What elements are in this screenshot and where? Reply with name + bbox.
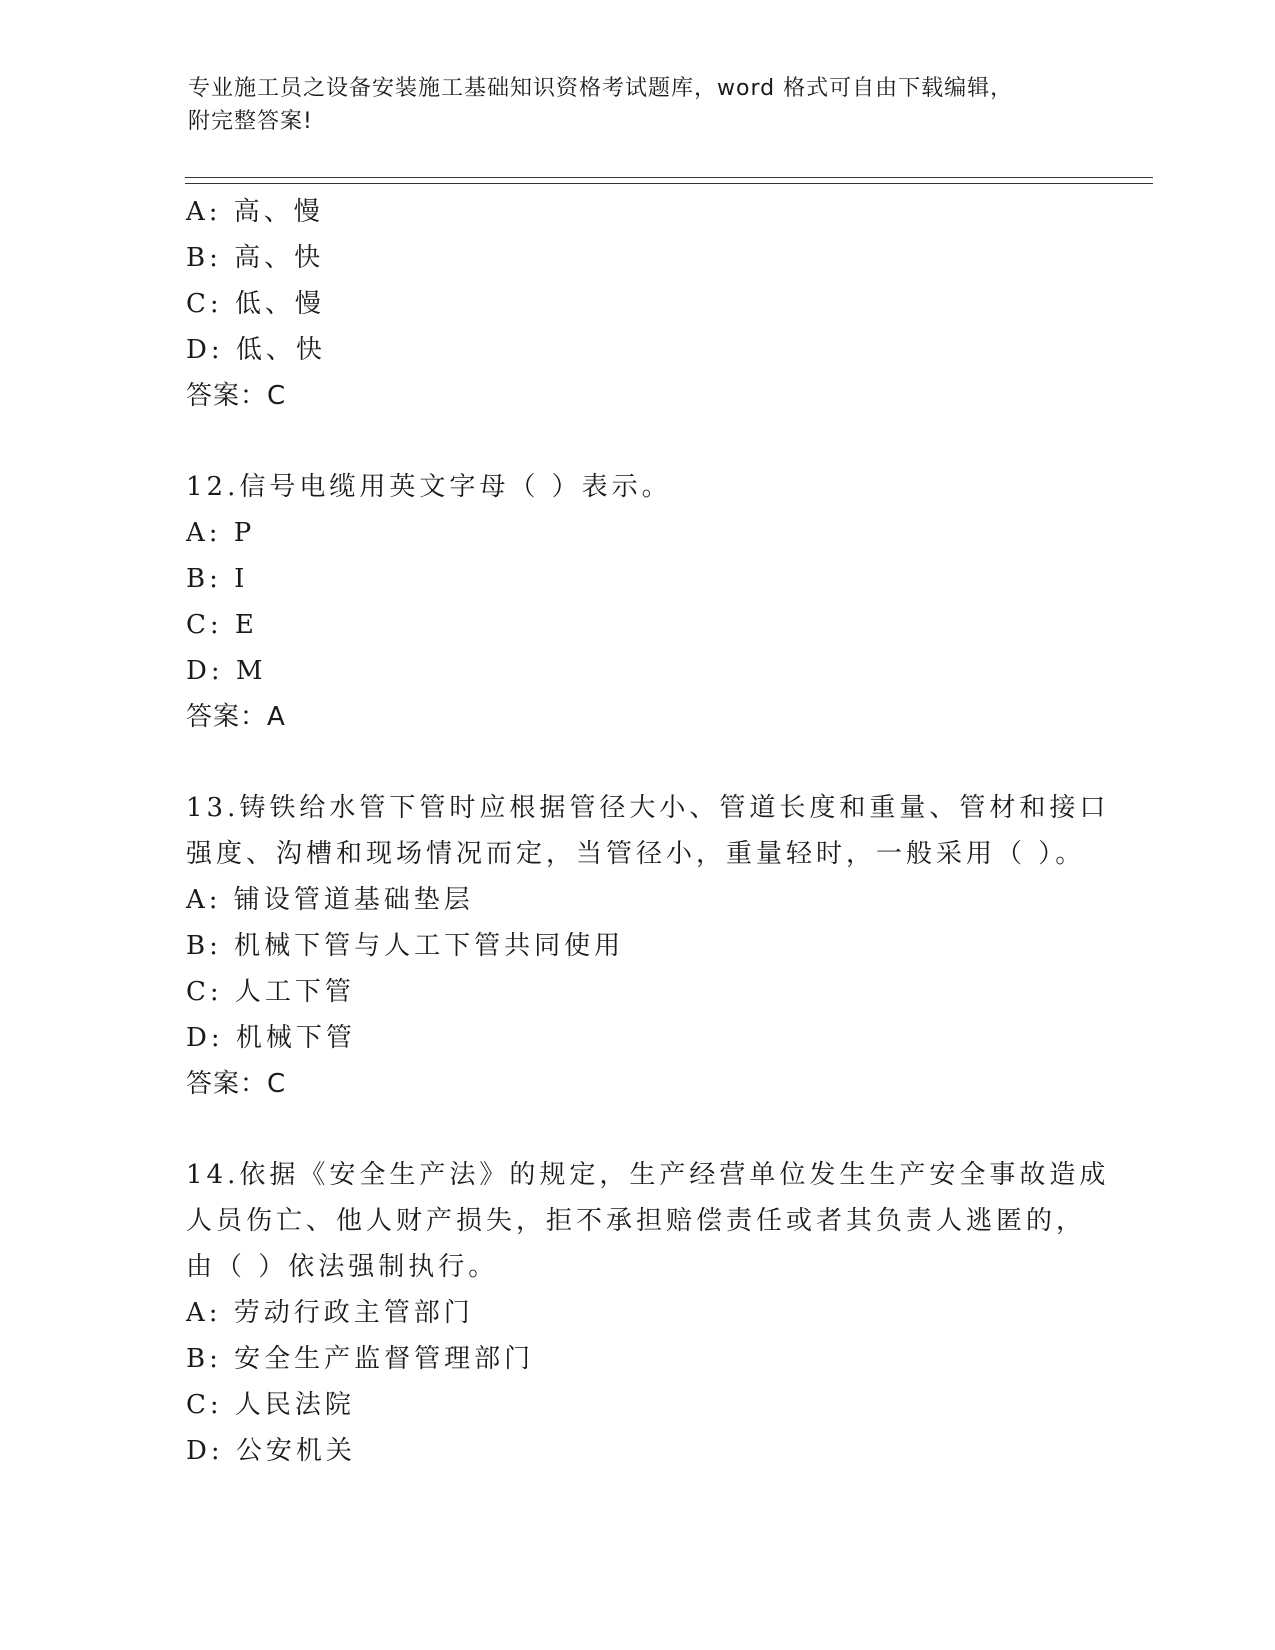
option-d: D: M (186, 656, 267, 686)
stem-line: 13.铸铁给水管下管时应根据管径大小、管道长度和重量、管材和接口 (186, 793, 1110, 823)
option-a: A: 劳动行政主管部门 (186, 1298, 474, 1328)
question-stem (186, 785, 1110, 877)
option-d: D: 公安机关 (186, 1436, 356, 1466)
question-11 (186, 189, 1086, 419)
option-a: A: P (186, 518, 256, 548)
header-divider (185, 177, 1153, 184)
option-a: A: 高、慢 (186, 197, 324, 227)
option-d: D: 机械下管 (186, 1023, 356, 1053)
question-12 (186, 464, 1086, 740)
document-header (188, 72, 1088, 138)
option-c: C: 低、慢 (186, 289, 325, 319)
answer: 答案：A (186, 702, 286, 732)
question-14 (186, 1152, 1110, 1474)
question-stem (186, 464, 1086, 510)
option-b: B: I (186, 564, 249, 594)
option-b: B: 安全生产监督管理部门 (186, 1344, 535, 1374)
header-line-1: 专业施工员之设备安装施工基础知识资格考试题库，word 格式可自由下载编辑， (188, 76, 1014, 101)
option-c: C: 人民法院 (186, 1390, 355, 1420)
stem-line: 由（ ）依法强制执行。 (186, 1252, 499, 1282)
option-d: D: 低、快 (186, 335, 326, 365)
answer: 答案：C (186, 381, 287, 411)
header-line-2: 附完整答案! (188, 109, 313, 134)
option-b: B: 机械下管与人工下管共同使用 (186, 931, 625, 961)
spacer (186, 419, 1086, 464)
question-13 (186, 785, 1110, 1107)
option-b: B: 高、快 (186, 243, 325, 273)
spacer (186, 1107, 1086, 1152)
question-stem (186, 1152, 1110, 1290)
stem-line: 12.信号电缆用英文字母（ ）表示。 (186, 472, 672, 502)
option-c: C: 人工下管 (186, 977, 355, 1007)
option-a: A: 铺设管道基础垫层 (186, 885, 474, 915)
stem-line: 强度、沟槽和现场情况而定，当管径小，重量轻时，一般采用（ ）。 (186, 839, 1086, 869)
stem-line: 14.依据《安全生产法》的规定，生产经营单位发生生产安全事故造成 (186, 1160, 1110, 1190)
stem-line: 人员伤亡、他人财产损失，拒不承担赔偿责任或者其负责人逃匿的， (186, 1206, 1087, 1236)
spacer (186, 740, 1086, 785)
option-c: C: E (186, 610, 258, 640)
question-list (186, 189, 1110, 1474)
answer: 答案：C (186, 1069, 287, 1099)
